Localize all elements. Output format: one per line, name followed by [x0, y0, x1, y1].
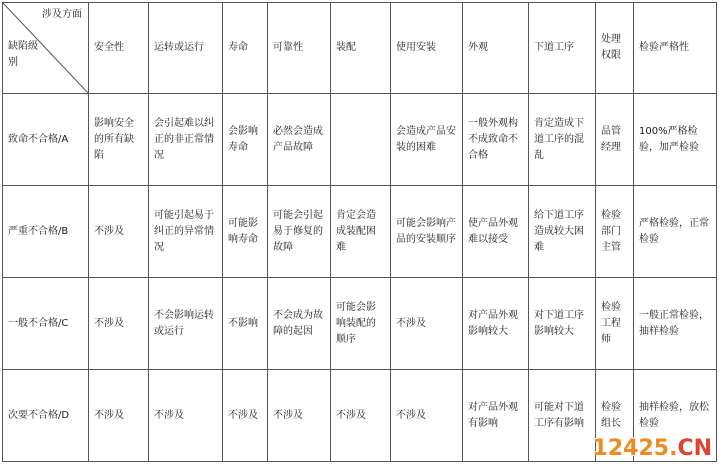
table-row: [3, 186, 717, 278]
table-cell: 不涉及: [391, 278, 463, 370]
watermark-suffix: CN: [677, 436, 712, 461]
column-header-next-process: 下道工序: [529, 3, 596, 94]
row-level-label: 严重不合格/B: [3, 186, 89, 278]
table-cell: 会影响寿命: [223, 94, 268, 186]
table-cell: 检验组长: [596, 370, 634, 462]
table-cell: 不涉及: [331, 370, 391, 462]
table-cell: 不涉及: [89, 186, 149, 278]
column-header-safety: 安全性: [89, 3, 149, 94]
table-cell: 一般正常检验，抽样检验: [634, 278, 717, 370]
table-cell: 抽样检验，放松检验: [634, 370, 717, 462]
column-header-appearance: 外观: [463, 3, 529, 94]
table-row: [3, 94, 717, 186]
column-header-installation: 使用安装: [391, 3, 463, 94]
table-cell: 使产品外观难以接受: [463, 186, 529, 278]
table-cell: 可能会影响装配的顺序: [331, 278, 391, 370]
table-cell: 不涉及: [149, 370, 223, 462]
table-cell: 检验工程师: [596, 278, 634, 370]
table-cell: 可能对下道工序有影响: [529, 370, 596, 462]
table-cell: 可能会引起易于修复的故障: [268, 186, 331, 278]
table-row: [3, 278, 717, 370]
table-cell: 严格检验，正常检验: [634, 186, 717, 278]
table-cell: 不会影响运转或运行: [149, 278, 223, 370]
row-level-label: 次要不合格/D: [3, 370, 89, 462]
table-cell: 会引起难以纠正的非正常情况: [149, 94, 223, 186]
corner-header-cell: [3, 3, 89, 94]
table-cell: 肯定造成下道工序的混乱: [529, 94, 596, 186]
table-cell: [331, 94, 391, 186]
table-cell: 给下道工序造成较大困难: [529, 186, 596, 278]
corner-label-aspects: 涉及方面: [42, 9, 82, 20]
column-header-operation: 运转或运行: [149, 3, 223, 94]
column-header-reliability: 可靠性: [268, 3, 331, 94]
column-header-inspection-strictness: 检验严格性: [634, 3, 717, 94]
table-cell: 对产品外观有影响: [463, 370, 529, 462]
table-cell: 对产品外观影响较大: [463, 278, 529, 370]
table-cell: 影响安全的所有缺陷: [89, 94, 149, 186]
table-cell: 会造成产品安装的困难: [391, 94, 463, 186]
table-cell: 品管经理: [596, 94, 634, 186]
table-cell: 不涉及: [268, 370, 331, 462]
table-cell: 不涉及: [223, 370, 268, 462]
table-cell: 一般外观构不成致命不合格: [463, 94, 529, 186]
table-cell: 不会成为故障的起因: [268, 278, 331, 370]
site-watermark: [593, 436, 712, 461]
table-cell: 不影响: [223, 278, 268, 370]
table-cell: 对下道工序影响较大: [529, 278, 596, 370]
row-level-label: 一般不合格/C: [3, 278, 89, 370]
table-cell: 不涉及: [89, 370, 149, 462]
table-cell: 检验部门主管: [596, 186, 634, 278]
table-cell: 100%严格检验，加严检验: [634, 94, 717, 186]
row-level-label: 致命不合格/A: [3, 94, 89, 186]
table-cell: 不涉及: [89, 278, 149, 370]
table-cell: 必然会造成产品故障: [268, 94, 331, 186]
table-cell: 可能影响寿命: [223, 186, 268, 278]
table-cell: 不涉及: [391, 370, 463, 462]
header-row: [3, 3, 717, 94]
table-cell: 可能会影响产品的安装顺序: [391, 186, 463, 278]
column-header-assembly: 装配: [331, 3, 391, 94]
defect-classification-table: [2, 2, 717, 462]
column-header-authority: 处理权限: [596, 3, 634, 94]
corner-label-defect-level: 缺陷级别: [8, 41, 38, 68]
table-cell: 可能引起易于纠正的异常情况: [149, 186, 223, 278]
table-cell: 肯定会造成装配困难: [331, 186, 391, 278]
watermark-main: 12425.: [592, 436, 678, 461]
column-header-lifespan: 寿命: [223, 3, 268, 94]
